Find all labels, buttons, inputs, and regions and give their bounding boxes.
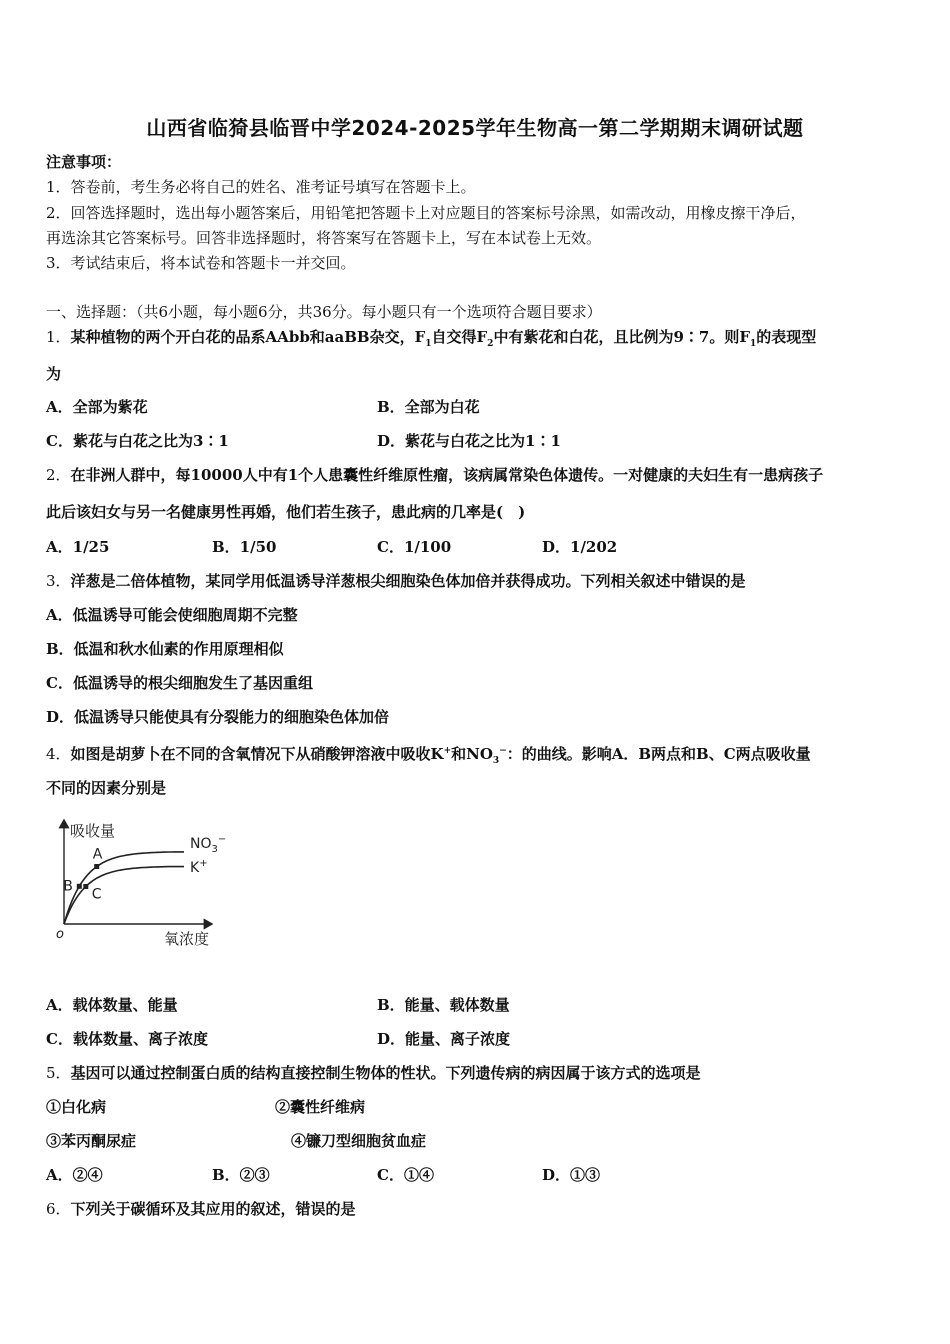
point-label-b: B [63, 878, 73, 895]
origin-label: o [56, 927, 64, 942]
page-title: 山西省临猗县临晋中学2024-2025学年生物高一第二学期期末调研试题 [146, 116, 804, 140]
q4-option-b[interactable]: B．能量、载体数量 [377, 996, 510, 1014]
q4-line2: 不同的因素分别是 [46, 779, 167, 797]
q1-option-a[interactable]: A．全部为紫花 [46, 398, 148, 416]
question-5 [46, 1063, 701, 1083]
q3-option-b[interactable]: B．低温和秋水仙素的作用原理相似 [46, 640, 284, 658]
q1-text-part: 某种植物的两个开白花的品系AAbb和aaBB杂交，F [70, 328, 426, 346]
q1-line2: 为 [46, 365, 62, 383]
q5-item-2: ②囊性纤维病 [275, 1098, 366, 1116]
q2-line2: 此后该妇女与另一名健康男性再婚，他们若生孩子，患此病的几率是( ) [46, 503, 526, 521]
x-axis-label: 氧浓度 [164, 930, 210, 948]
point-marker-c [83, 884, 88, 889]
q5-option-d[interactable]: D．①③ [542, 1166, 601, 1184]
notice-item: 3．考试结束后，将本试卷和答题卡一并交回。 [46, 254, 356, 272]
absorption-chart [50, 818, 250, 954]
q5-option-a[interactable]: A．②④ [46, 1166, 103, 1184]
q1-text-part: 的表现型 [756, 328, 817, 346]
point-label-a: A [92, 846, 103, 863]
q4-text-part: ：的曲线。影响A．B两点和B、C两点吸收量 [506, 745, 811, 763]
q4-superscript: + [443, 746, 452, 756]
q2-option-c[interactable]: C．1/100 [377, 538, 452, 556]
q1-text-part: 自交得F [431, 328, 488, 346]
series-label-k: K+ [190, 858, 208, 876]
q2-option-b[interactable]: B．1/50 [212, 538, 277, 556]
question-number: 2． [46, 466, 71, 484]
q1-subscript: 1 [749, 339, 757, 349]
q1-subscript: 1 [425, 339, 432, 349]
point-marker-a [94, 864, 99, 869]
q4-option-a[interactable]: A．载体数量、能量 [46, 996, 178, 1014]
question-1 [46, 327, 816, 354]
y-axis-label: 吸收量 [70, 822, 116, 840]
q1-option-c[interactable]: C．紫花与白花之比为3∶1 [46, 432, 229, 450]
point-label-c: C [91, 886, 102, 903]
question-2 [46, 465, 823, 485]
question-6 [46, 1199, 356, 1219]
q4-superscript: − [499, 746, 507, 756]
point-marker-b [77, 884, 82, 889]
q4-text-part: 如图是胡萝卜在不同的含氧情况下从硝酸钾溶液中吸收K [70, 745, 444, 763]
question-number: 5． [46, 1064, 71, 1082]
q5-item-4: ④镰刀型细胞贫血症 [291, 1132, 427, 1150]
q1-option-d[interactable]: D．紫花与白花之比为1∶1 [377, 432, 561, 450]
q5-option-b[interactable]: B．②③ [212, 1166, 270, 1184]
q1-option-b[interactable]: B．全部为白花 [377, 398, 480, 416]
q3-text: 洋葱是二倍体植物，某同学用低温诱导洋葱根尖细胞染色体加倍并获得成功。下列相关叙述中错误的是 [70, 572, 746, 590]
q2-text: 在非洲人群中，每10000人中有1个人患囊性纤维原性瘤，该病属常染色体遗传。一对健康的夫妇生有一患病孩子 [70, 466, 824, 484]
q4-subscript: 3 [492, 756, 500, 766]
q1-text-part: 中有紫花和白花，且比例为9∶7。则F [493, 328, 750, 346]
question-number: 4． [46, 745, 71, 763]
notice-item: 再选涂其它答案标号。回答非选择题时，将答案写在答题卡上，写在本试卷上无效。 [46, 229, 602, 247]
q1-subscript: 2 [487, 339, 494, 349]
q5-item-3: ③苯丙酮尿症 [46, 1132, 137, 1150]
question-number: 6． [46, 1200, 71, 1218]
q5-option-c[interactable]: C．①④ [377, 1166, 434, 1184]
q5-text: 基因可以通过控制蛋白质的结构直接控制生物体的性状。下列遗传病的病因属于该方式的选项是 [70, 1064, 701, 1082]
q6-text: 下列关于碳循环及其应用的叙述，错误的是 [70, 1200, 356, 1218]
notice-item: 1．答卷前，考生务必将自己的姓名、准考证号填写在答题卡上。 [46, 178, 476, 196]
notice-item: 2．回答选择题时，选出每小题答案后，用铅笔把答题卡上对应题目的答案标号涂黑，如需改动，用橡皮擦干净后， [46, 204, 806, 222]
series-label-no3: $NO_3^-$ [190, 834, 227, 855]
q3-option-a[interactable]: A．低温诱导可能会使细胞周期不完整 [46, 606, 298, 624]
question-number: 3． [46, 572, 71, 590]
q3-option-c[interactable]: C．低温诱导的根尖细胞发生了基因重组 [46, 674, 313, 692]
q4-text-part: 和NO [451, 745, 493, 763]
q5-item-1: ①白化病 [46, 1098, 107, 1116]
question-number: 1． [46, 328, 71, 346]
series-line-k [64, 867, 184, 924]
question-3 [46, 571, 746, 591]
q4-option-c[interactable]: C．载体数量、离子浓度 [46, 1030, 208, 1048]
question-4 [46, 741, 811, 771]
q2-option-d[interactable]: D．1/202 [542, 538, 618, 556]
q3-option-d[interactable]: D．低温诱导只能使具有分裂能力的细胞染色体加倍 [46, 708, 390, 726]
section-heading: 一、选择题：（共6小题，每小题6分，共36分。每小题只有一个选项符合题目要求） [46, 303, 602, 321]
q2-option-a[interactable]: A．1/25 [46, 538, 110, 556]
q4-option-d[interactable]: D．能量、离子浓度 [377, 1030, 511, 1048]
notice-heading: 注意事项： [46, 153, 122, 171]
series-line-no3 [64, 852, 184, 924]
